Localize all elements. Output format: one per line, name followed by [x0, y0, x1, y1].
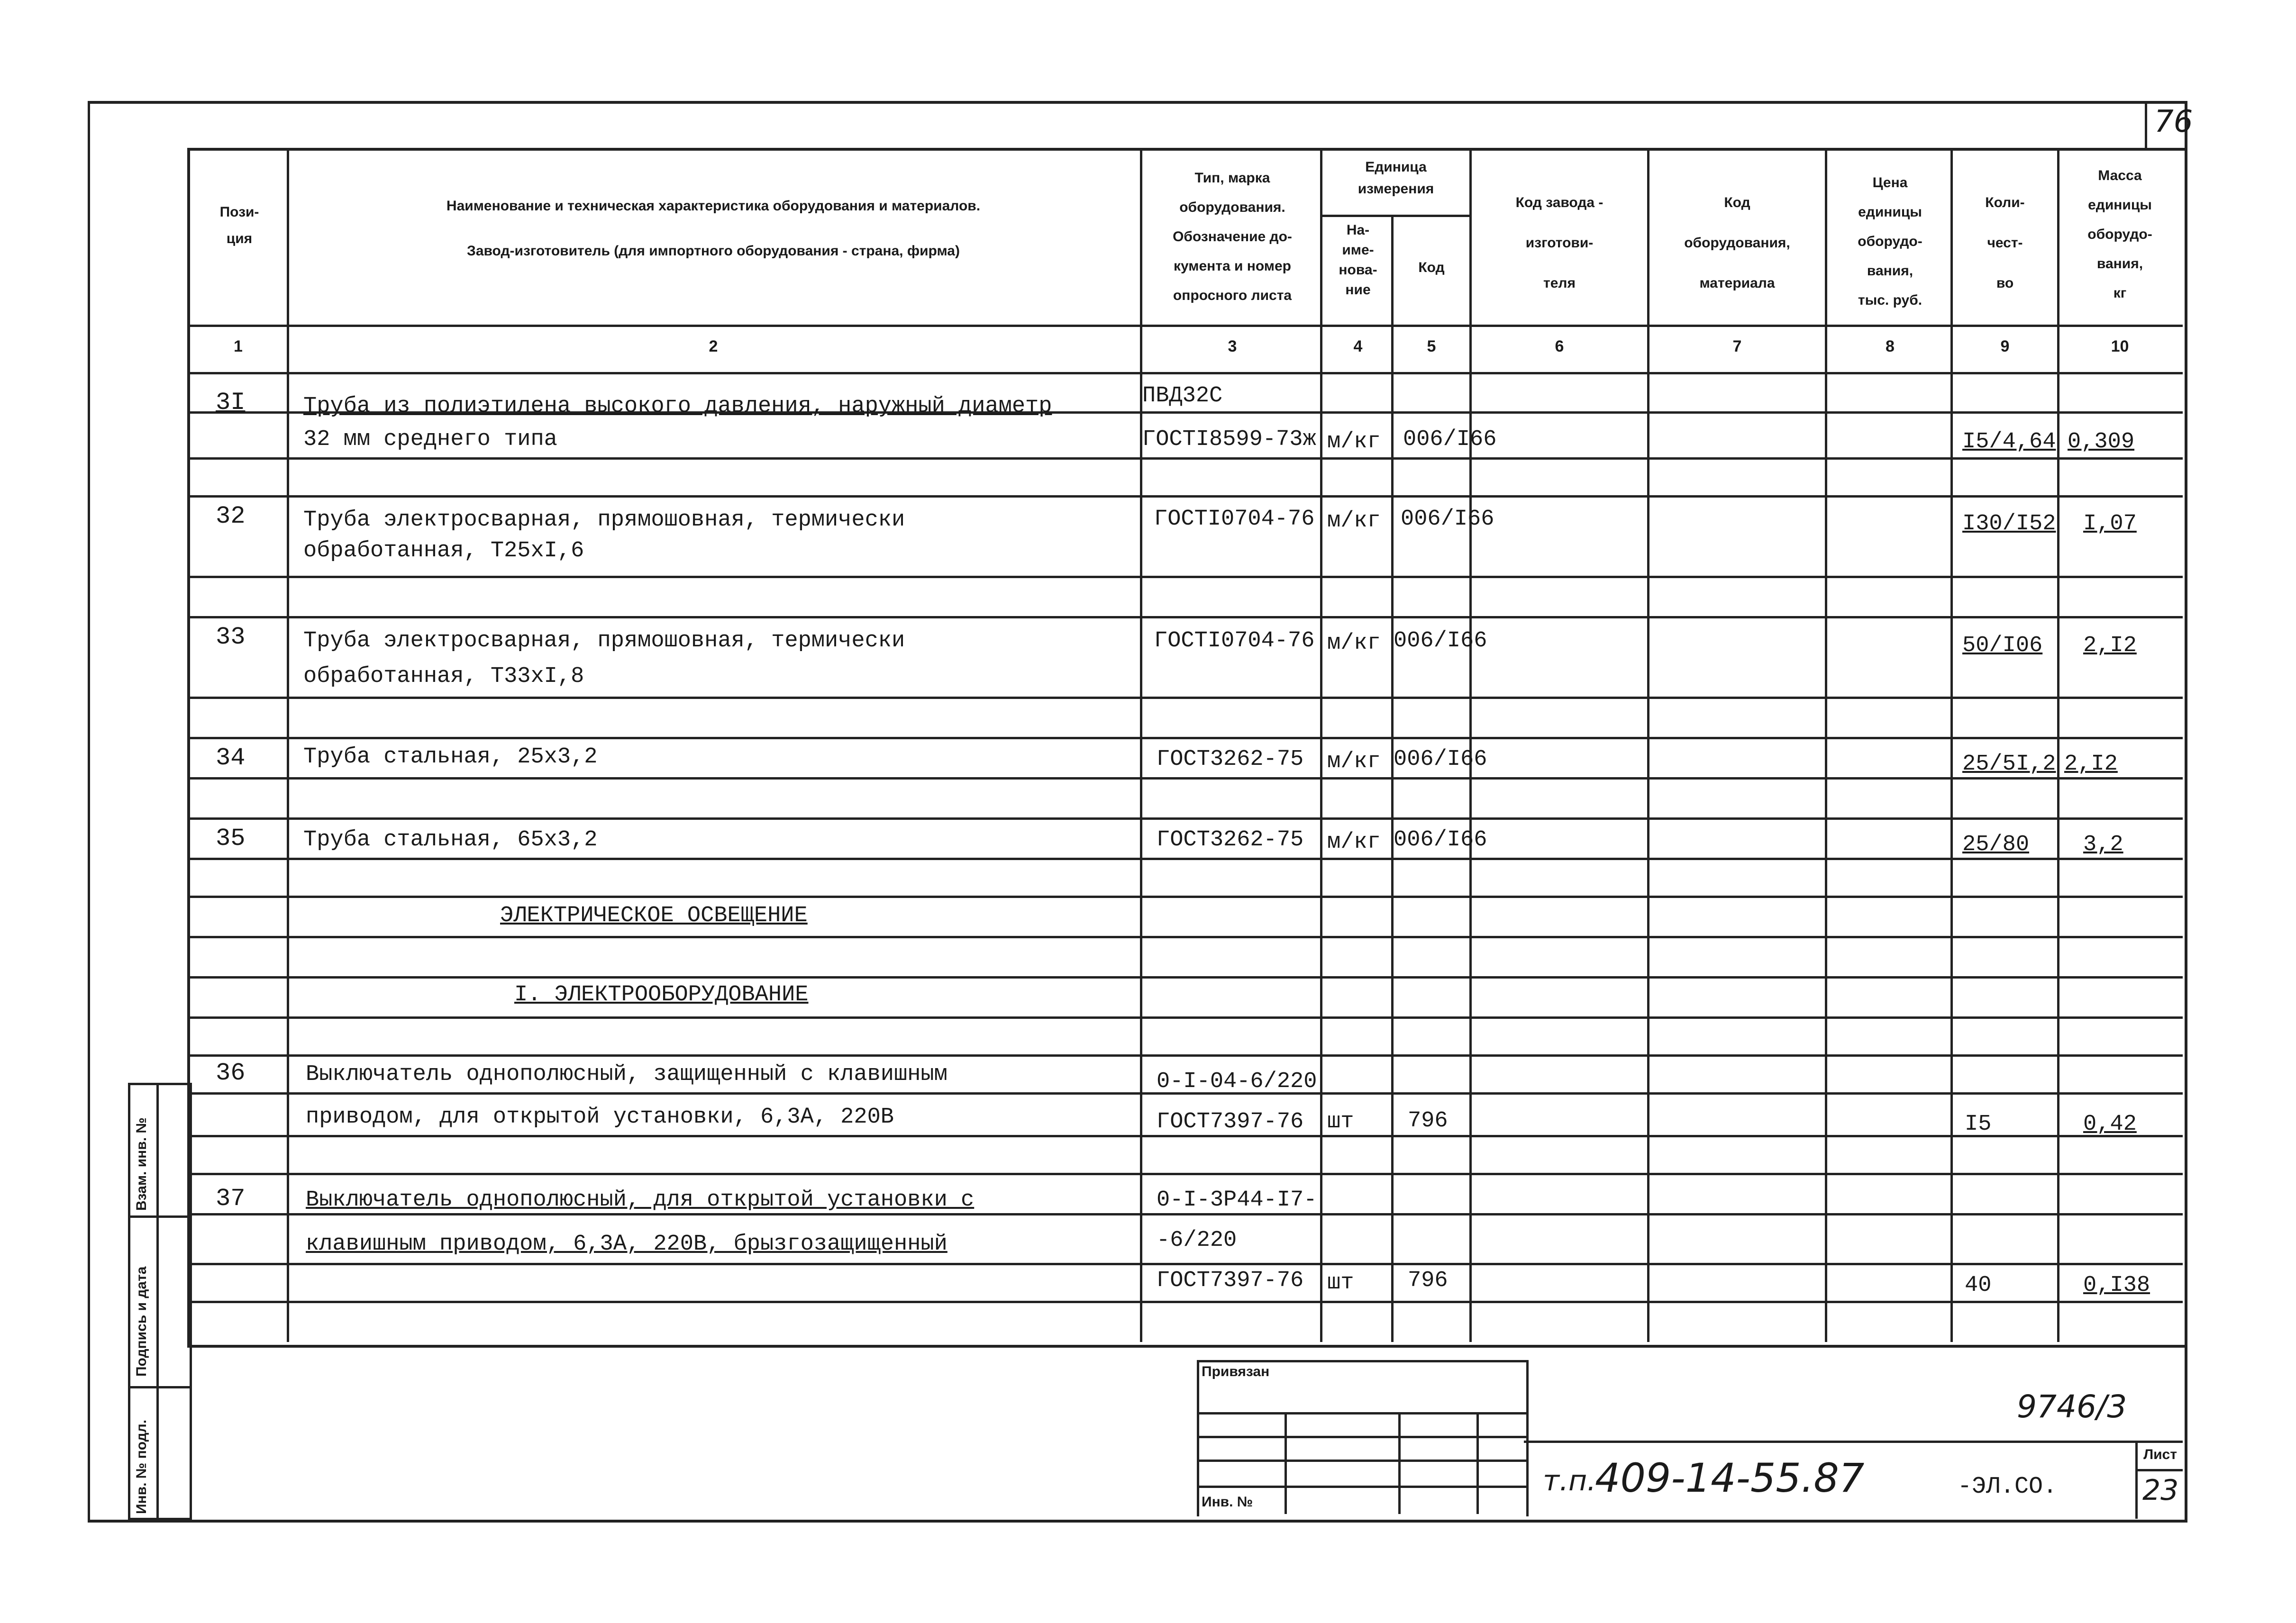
binding-col [1285, 1412, 1287, 1514]
row-31-unit: м/кг [1327, 429, 1381, 454]
row-33-type: ГОСТI0704-76 [1154, 628, 1315, 653]
row-31-name-line2: 32 мм среднего типа [303, 427, 557, 452]
row-36-mass: 0,42 [2083, 1112, 2137, 1137]
left-frame-line [88, 101, 90, 1520]
col-line-3 [1320, 148, 1322, 1342]
sheet-label: Лист [2143, 1447, 2177, 1462]
row-line [187, 457, 2183, 460]
row-36-type-line1: 0-I-04-6/220 [1157, 1069, 1317, 1094]
row-32-name-line1: Труба электросварная, прямошовная, термически [303, 508, 905, 533]
row-line [187, 1173, 2183, 1175]
row-line [187, 616, 2183, 618]
section-heading-lighting: ЭЛЕКТРИЧЕСКОЕ ОСВЕЩЕНИЕ [500, 903, 808, 928]
row-line [187, 1263, 2183, 1265]
header-bottom-line [187, 325, 2183, 327]
side-stamp-signature-date: Подпись и дата [134, 1266, 149, 1377]
binding-label: Привязан [1202, 1364, 1270, 1379]
row-33-quantity: 50/I06 [1962, 633, 2043, 658]
row-35-quantity: 25/80 [1962, 832, 2030, 857]
row-37-name-line2: клавишным приводом, 6,3А, 220В, брызгозащищенный [306, 1232, 948, 1257]
row-34-position: 34 [216, 744, 246, 772]
side-stamp-line [128, 1215, 190, 1218]
row-35-unit: м/кг [1327, 830, 1381, 855]
binding-inv-label: Инв. № [1202, 1494, 1253, 1510]
col-line-6 [1647, 148, 1649, 1342]
row-33-unit: м/кг [1327, 631, 1381, 656]
row-34-quantity: 25/5I,2 [1962, 752, 2056, 777]
row-34-unit: м/кг [1327, 749, 1381, 774]
header-name-line1: Наименование и техническая характеристика оборудования и материалов. [446, 198, 981, 214]
header-mass: Масса единицы оборудо- вания, кг [2087, 168, 2152, 301]
col-line-2 [1140, 148, 1142, 1342]
row-31-code: 006/I66 [1403, 427, 1497, 452]
header-unit-group: Единица измерения [1358, 159, 1434, 197]
row-37-unit: шт [1327, 1270, 1354, 1296]
document-code: -ЭЛ.СО. [1958, 1473, 2058, 1500]
row-line [187, 495, 2183, 498]
colnum-6: 6 [1555, 337, 1564, 355]
row-32-quantity: I30/I52 [1962, 511, 2056, 536]
row-32-code: 006/I66 [1401, 507, 1494, 532]
header-price: Цена единицы оборудо- вания, тыс. руб. [1858, 175, 1922, 308]
header-equipment-code: Код оборудования, материала [1684, 195, 1790, 291]
row-31-type-line2: ГОСТI8599-73ж [1142, 427, 1316, 452]
row-36-type-line2: ГОСТ7397-76 [1157, 1109, 1304, 1134]
side-stamp-divider [156, 1083, 159, 1518]
row-35-position: 35 [216, 825, 246, 852]
row-36-name-line2: приводом, для открытой установки, 6,3А, 220В [306, 1105, 894, 1130]
sheet-corner-number: 76 [2154, 104, 2193, 139]
sheet-box-line [2135, 1469, 2183, 1471]
row-33-mass: 2,I2 [2083, 633, 2137, 658]
section-heading-equipment: I. ЭЛЕКТРООБОРУДОВАНИЕ [514, 982, 809, 1007]
colnum-bottom-line [187, 372, 2183, 374]
title-divider [1524, 1441, 2183, 1443]
row-37-type-line1: 0-I-3Р44-I7- [1157, 1188, 1317, 1213]
row-31-position: 3I [216, 389, 246, 417]
row-line [187, 936, 2183, 938]
row-33-position: 33 [216, 623, 246, 651]
row-37-mass: 0,I38 [2083, 1273, 2150, 1298]
colnum-7: 7 [1732, 337, 1742, 355]
row-37-code: 796 [1408, 1268, 1448, 1293]
row-line [187, 817, 2183, 820]
colnum-5: 5 [1427, 337, 1436, 355]
colnum-2: 2 [709, 337, 718, 355]
row-34-name: Труба стальная, 25х3,2 [303, 744, 598, 770]
row-35-name: Труба стальная, 65х3,2 [303, 827, 598, 852]
row-31-name-line1: Труба из полиэтилена высокого давления, наружный диаметр [303, 394, 1052, 419]
sheet-number: 23 [2142, 1474, 2179, 1507]
col-line-8 [1950, 148, 1953, 1342]
row-37-type-line3: ГОСТ7397-76 [1157, 1268, 1304, 1293]
row-line [187, 777, 2183, 780]
col-line-7 [1825, 148, 1827, 1342]
row-32-position: 32 [216, 502, 246, 530]
side-stamp-original-inv: Инв. № подл. [134, 1419, 149, 1514]
row-36-name-line1: Выключатель однополюсный, защищенный с клавишным [306, 1062, 948, 1087]
row-line [187, 1016, 2183, 1019]
row-36-unit: шт [1327, 1109, 1354, 1134]
side-stamp-line [128, 1386, 190, 1388]
row-37-name-line1: Выключатель однополюсный, для открытой установки с [306, 1188, 975, 1213]
colnum-10: 10 [2111, 337, 2129, 355]
header-position: Пози- ция [219, 204, 259, 246]
colnum-8: 8 [1886, 337, 1895, 355]
row-37-position: 37 [216, 1185, 246, 1213]
row-35-type: ГОСТ3262-75 [1157, 827, 1304, 852]
row-line [187, 737, 2183, 739]
colnum-9: 9 [2000, 337, 2010, 355]
colnum-3: 3 [1228, 337, 1237, 355]
row-31-type-line1: ПВД32С [1142, 383, 1223, 408]
row-line [187, 976, 2183, 979]
col-line-9 [2057, 148, 2059, 1342]
col-line-1 [287, 148, 289, 1342]
binding-col [1398, 1412, 1401, 1514]
archive-number: 9746/3 [2017, 1388, 2127, 1425]
col-line-5 [1469, 148, 1472, 1342]
unit-group-line [1322, 215, 1469, 217]
corner-box-left [2145, 102, 2147, 149]
row-32-unit: м/кг [1327, 508, 1381, 534]
row-34-type: ГОСТ3262-75 [1157, 747, 1304, 772]
row-37-type-line2: -6/220 [1157, 1228, 1237, 1253]
colnum-1: 1 [234, 337, 243, 355]
header-name-line2: Завод-изготовитель (для импортного оборудования - страна, фирма) [467, 243, 960, 259]
header-quantity: Коли- чест- во [1985, 195, 2025, 291]
row-33-name-line1: Труба электросварная, прямошовная, термически [303, 628, 905, 653]
row-35-mass: 3,2 [2083, 832, 2123, 857]
header-unit-name: На- име- нова- ние [1339, 222, 1377, 298]
row-37-quantity: 40 [1965, 1273, 1992, 1298]
row-31-quantity: I5/4,64 [1962, 429, 2056, 454]
row-32-mass: I,07 [2083, 511, 2137, 536]
row-34-code: 006/I66 [1394, 747, 1487, 772]
row-32-name-line2: обработанная, Т25хI,6 [303, 538, 584, 563]
row-36-code: 796 [1408, 1108, 1448, 1133]
row-31-mass: 0,309 [2068, 429, 2135, 454]
row-line [187, 1054, 2183, 1057]
header-unit-code: Код [1418, 260, 1445, 275]
row-34-mass: 2,I2 [2064, 752, 2118, 777]
row-line [187, 697, 2183, 699]
row-36-position: 36 [216, 1059, 246, 1087]
row-32-type: ГОСТI0704-76 [1154, 507, 1315, 532]
row-line [187, 1301, 2183, 1303]
row-33-code: 006/I66 [1394, 628, 1487, 653]
row-35-code: 006/I66 [1394, 827, 1487, 852]
project-number: 409-14-55.87 [1595, 1455, 1865, 1501]
row-33-name-line2: обработанная, Т33хI,8 [303, 664, 584, 689]
colnum-4: 4 [1353, 337, 1363, 355]
side-stamp-replace-inv: Взам. инв. № [134, 1117, 149, 1211]
header-type: Тип, марка оборудования. Обозначение до- кумента и номер опросного листа [1173, 170, 1292, 303]
binding-col [1476, 1412, 1479, 1514]
row-36-quantity: I5 [1965, 1112, 1992, 1137]
project-prefix: т.п. [1543, 1464, 1596, 1497]
row-line [187, 896, 2183, 898]
header-factory-code: Код завода - изготови- теля [1515, 195, 1604, 291]
row-line [187, 576, 2183, 578]
row-line [187, 858, 2183, 860]
